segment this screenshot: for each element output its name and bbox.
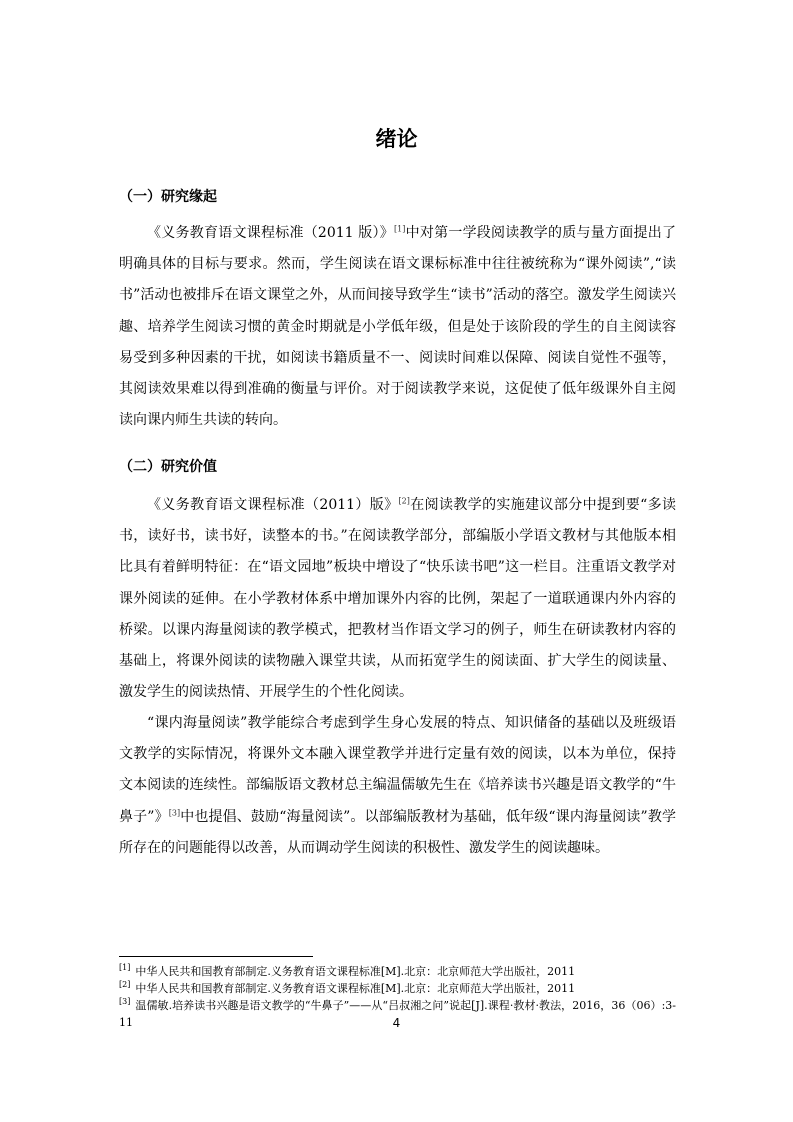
section-heading-value: （二）研究价值 [119, 459, 217, 475]
paragraph-text-pre: 《义务教育语文课程标准（2011 版）》 [147, 225, 394, 241]
footnote-text: 温儒敏.培养读书兴趣是语文教学的“牛鼻子”——从“吕叔湘之问”说起[J].课程·教材·教法，2016，36（06）:3-11 [119, 999, 676, 1029]
footnote-item [119, 980, 676, 997]
paragraph-value-1 [119, 490, 676, 708]
paragraph-text-post: 中也提倡、鼓励“海量阅读”。以部编版教材为基础，低年级“课内海量阅读”教学所存在的问题能得以改善，从而调动学生阅读的积极性、激发学生的阅读趣味。 [119, 808, 676, 856]
footnote-text: 中华人民共和国教育部制定.义务教育语文课程标准[M].北京：北京师范大学出版社，2011 [135, 982, 576, 995]
citation-ref: [2] [398, 496, 410, 506]
citation-ref: [1] [394, 224, 406, 234]
footnote-item [119, 963, 676, 980]
paragraph-origin [119, 218, 676, 436]
paragraph-value-2 [119, 708, 676, 864]
section-heading-origin: （一）研究缘起 [119, 189, 217, 205]
paragraph-text-pre: “课内海量阅读”教学能综合考虑到学生身心发展的特点、知识储备的基础以及班级语文教学的实际情况，将课外文本融入课堂教学并进行定量有效的阅读，以本为单位，保持文本阅读的连续性。部编版语文教材总主编温儒敏先生在《培养读书兴趣是语文教学的“牛鼻子”》 [119, 715, 676, 825]
paragraph-text-pre: 《义务教育语文课程标准（2011）版》 [147, 497, 399, 513]
paragraph-text-post: 中对第一学段阅读教学的质与量方面提出了明确具体的目标与要求。然而，学生阅读在语文课标标准中往往被统称为“课外阅读”,“读书”活动也被排斥在语文课堂之外，从而间接导致学生“读书”活动的落空。激发学生阅读兴趣、培养学生阅读习惯的黄金时期就是小学低年级，但是处于该阶段的学生的自主阅读容易受到多种因素的干扰，如阅读书籍质量不一、阅读时间难以保障、阅读自觉性不强等，其阅读效果难以得到准确的衡量与评价。对于阅读教学来说，这促使了低年级课外自主阅读向课内师生共读的转向。 [119, 225, 676, 429]
footnote-number: [3] [119, 997, 131, 1007]
footnote-text: 中华人民共和国教育部制定.义务教育语文课程标准[M].北京：北京师范大学出版社，2011 [135, 965, 576, 978]
page-number: 4 [392, 1016, 401, 1030]
document-title: 绪论 [375, 127, 418, 151]
citation-ref: [3] [168, 807, 181, 817]
footnote-divider [119, 956, 313, 957]
paragraph-text-post: 在阅读教学的实施建议部分中提到要“多读书，读好书，读书好，读整本的书。”在阅读教学部分，部编版小学语文教材与其他版本相比具有着鲜明特征：在“语文园地”板块中增设了“快乐读书吧”这一栏目。注重语文教学对课外阅读的延伸。在小学教材体系中增加课外内容的比例，架起了一道联通课内外内容的桥梁。以课内海量阅读的教学模式，把教材当作语文学习的例子，师生在研读教材内容的基础上，将课外阅读的读物融入课堂共读，从而拓宽学生的阅读面、扩大学生的阅读量、激发学生的阅读热情、开展学生的个性化阅读。 [119, 497, 676, 701]
footnote-number: [1] [119, 963, 131, 973]
footnote-number: [2] [119, 980, 131, 990]
